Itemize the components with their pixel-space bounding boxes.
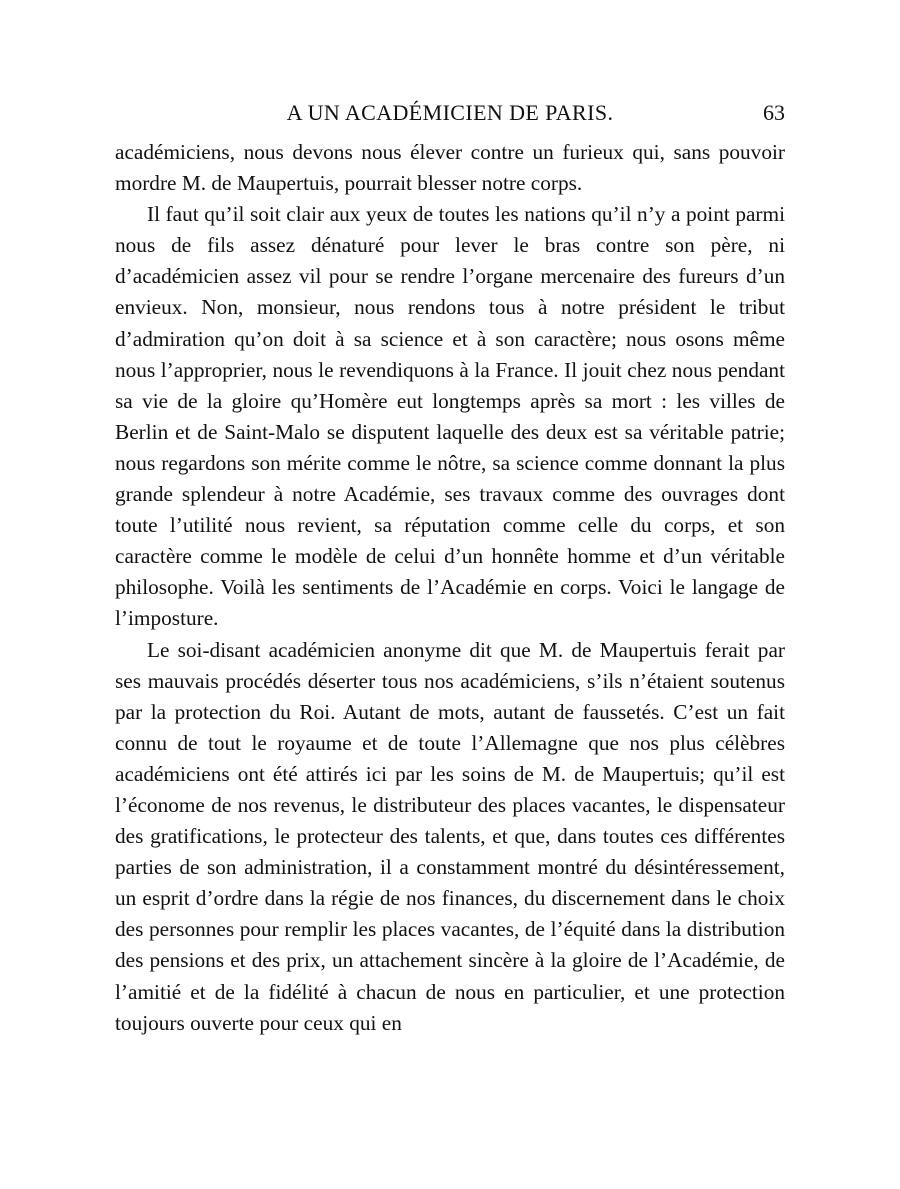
paragraph: Il faut qu’il soit clair aux yeux de toutes les nations qu’il n’y a point parmi nous de fils assez dénaturé pour lever le bras contre son père, ni d’académicien assez vil pour se rendre l’organe mercenaire des fureurs d’un envieux. Non, monsieur, nous rendons tous à notre président le tribut d’admiration qu’on doit à sa science et à son caractère; nous osons même nous l’approprier, nous le revendiquons à la France. Il jouit chez nous pendant sa vie de la gloire qu’Homère eut longtemps après sa mort : les villes de Berlin et de Saint-Malo se disputent laquelle des deux est sa véritable patrie; nous regardons son mérite comme le nôtre, sa science comme donnant la plus grande splendeur à notre Académie, ses travaux comme des ouvrages dont toute l’utilité nous revient, sa réputation comme celle du corps, et son caractère comme le modèle de celui d’un honnête homme et d’un véritable philosophe. Voilà les sentiments de l’Académie en corps. Voici le langage de l’imposture.	[115, 202, 785, 631]
body-text	[115, 137, 785, 1039]
paragraph: Le soi-disant académicien anonyme dit que M. de Maupertuis ferait par ses mauvais procédés déserter tous nos académiciens, s’ils n’étaient soutenus par la protection du Roi. Autant de mots, autant de faussetés. C’est un fait connu de tout le royaume et de toute l’Allemagne que nos plus célèbres académiciens ont été attirés ici par les soins de M. de Maupertuis; qu’il est l’économe de nos revenus, le distributeur des places vacantes, le dispensateur des gratifications, le protecteur des talents, et que, dans toutes ces différentes parties de son administration, il a constamment montré du désintéressement, un esprit d’ordre dans la régie de nos finances, du discernement dans le choix des personnes pour remplir les places vacantes, de l’équité dans la distribution des pensions et des prix, un attachement sincère à la gloire de l’Académie, de l’amitié et de la fidélité à chacun de nous en particulier, et une protection toujours ouverte pour ceux qui en	[115, 637, 785, 1035]
running-head	[115, 96, 785, 130]
page-number: 63	[763, 100, 785, 125]
running-title: A UN ACADÉMICIEN DE PARIS.	[286, 100, 614, 125]
paragraph-continuation: académiciens, nous devons nous élever contre un furieux qui, sans pouvoir mordre M. de Maupertuis, pourrait blesser notre corps.	[115, 140, 785, 196]
